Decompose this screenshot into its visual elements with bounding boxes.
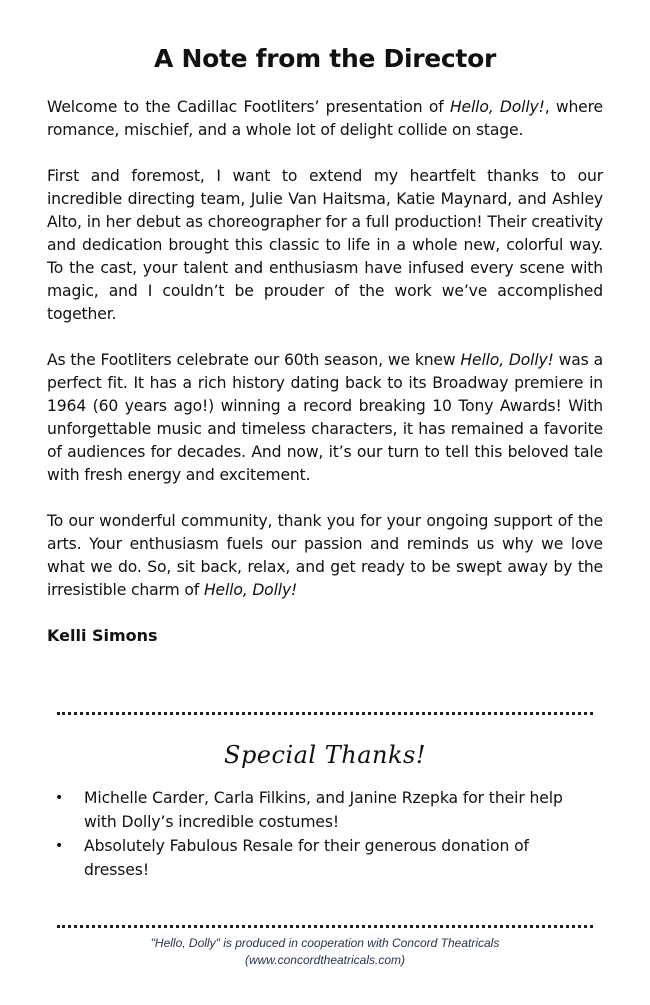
- licensing-note: "Hello, Dolly" is produced in cooperation with Concord Theatricals: [150, 936, 500, 950]
- special-thanks-list: [47, 786, 603, 882]
- show-title: Hello, Dolly!: [203, 581, 298, 599]
- bullet-icon: •: [55, 838, 64, 854]
- licensing-footer: [47, 935, 603, 969]
- list-item-text: Michelle Carder, Carla Filkins, and Janine Rzepka for their help with Dolly’s incredible costumes!: [84, 789, 563, 831]
- special-thanks-title: Special Thanks!: [224, 741, 426, 769]
- licensing-url: (www.concordtheatricals.com): [244, 953, 406, 967]
- list-item: [47, 834, 603, 882]
- letter-paragraph-community: [47, 510, 603, 602]
- list-item-text: Absolutely Fabulous Resale for their generous donation of dresses!: [84, 837, 529, 879]
- letter-paragraph-thanks: First and foremost, I want to extend my heartfelt thanks to our incredible directing team, Julie Van Haitsma, Katie Maynard, and Ashley Alto, in her debut as choreographer for a full production! Their creativity and dedication brought this classic to life in a whole new, colorful way. To the cast, your talent and enthusiasm have infused every scene with magic, and I couldn’t be prouder of the work we’ve accomplished together.: [47, 167, 603, 323]
- history-text-end: was a perfect fit. It has a rich history dating back to its Broadway premiere in 1964 (60 years ago!) winning a record breaking 10 Tony Awards! With unforgettable music and timeless characters, it has remained a favorite of audiences for decades. And now, it’s our turn to tell this beloved tale with fresh energy and excitement.: [47, 351, 603, 484]
- history-text: As the Footliters celebrate our 60th season, we knew: [47, 351, 461, 369]
- welcome-text-end: , where romance, mischief, and a whole lot of delight collide on stage.: [47, 98, 603, 139]
- community-text: To our wonderful community, thank you for your ongoing support of the arts. Your enthusiasm fuels our passion and reminds us why we love what we do. So, sit back, relax, and get ready to be swept away by the irresistible charm of: [47, 512, 603, 599]
- show-title: Hello, Dolly!: [460, 351, 554, 369]
- letter-paragraph-history: [47, 349, 603, 487]
- program-page: [47, 0, 603, 1005]
- show-title: Hello, Dolly!: [449, 98, 545, 116]
- director-letter: [47, 96, 603, 647]
- welcome-text: Welcome to the Cadillac Footliters’ presentation of: [47, 98, 450, 116]
- list-item: [47, 786, 603, 834]
- dotted-divider: [57, 925, 593, 928]
- dotted-divider: [57, 712, 593, 715]
- letter-paragraph-welcome: [47, 96, 603, 142]
- director-signature: Kelli Simons: [47, 626, 158, 645]
- page-title: A Note from the Director: [154, 44, 496, 73]
- bullet-icon: •: [55, 790, 64, 806]
